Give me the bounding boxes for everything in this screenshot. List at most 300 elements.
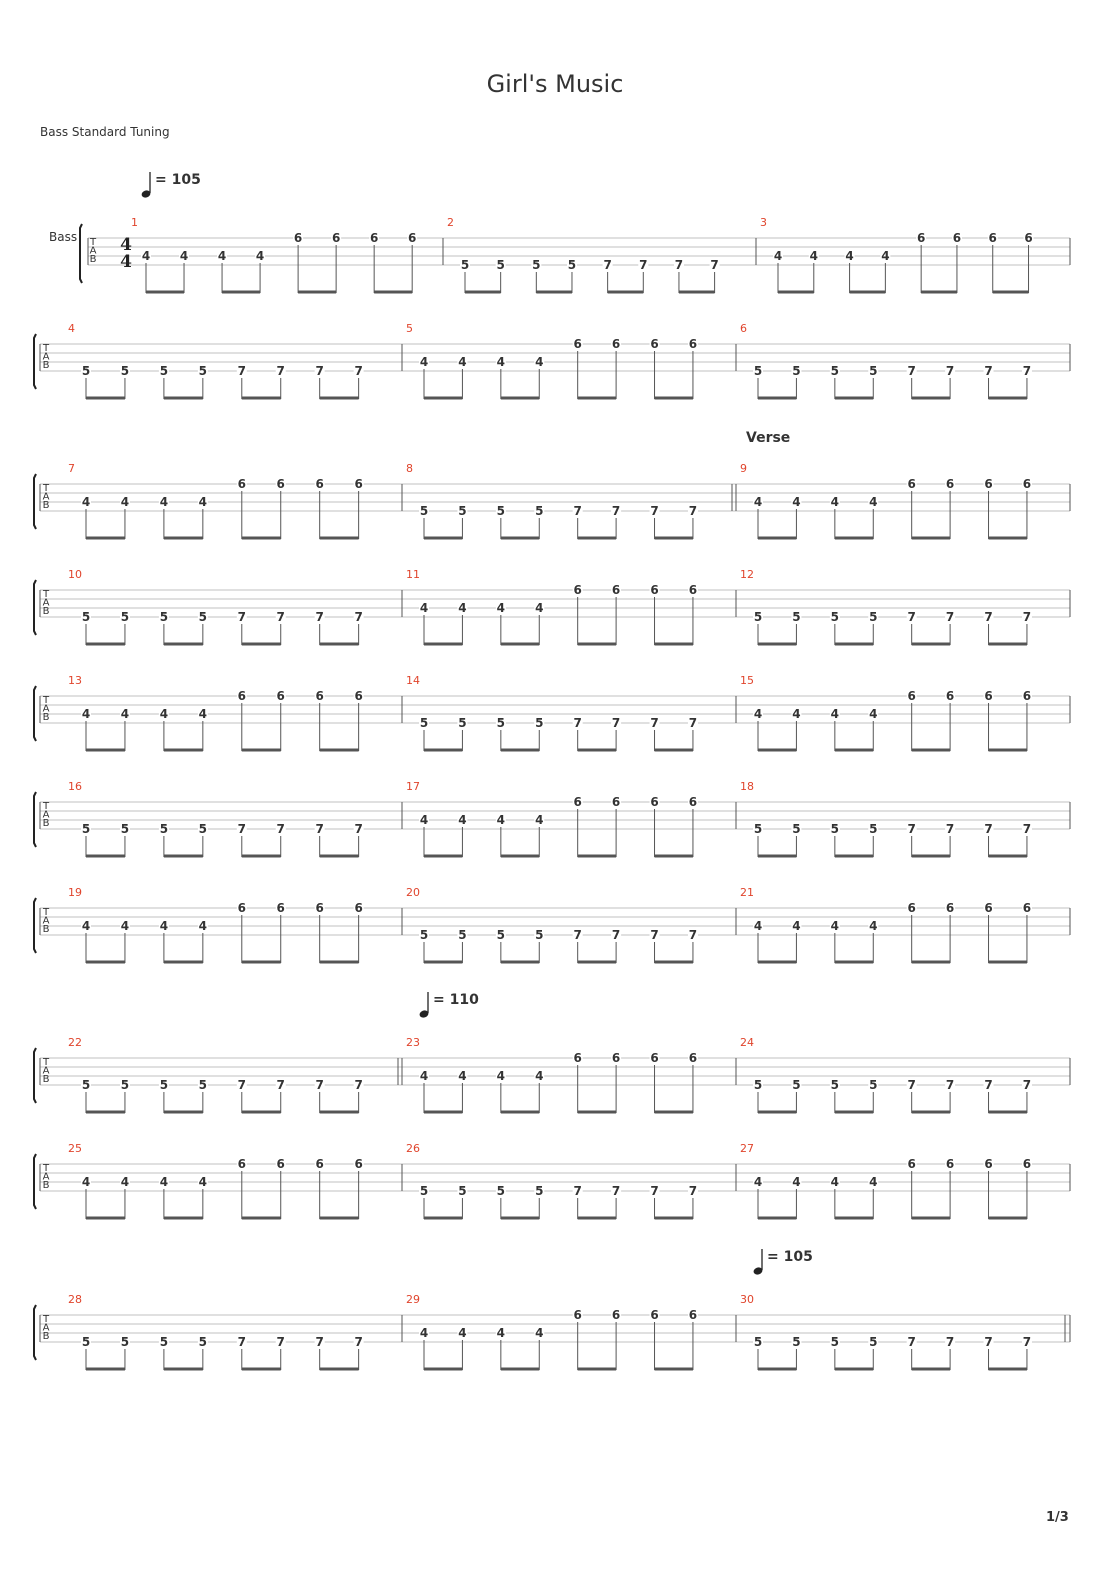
fret-number: 4 [419, 1069, 429, 1083]
fret-number: 7 [315, 1078, 324, 1092]
fret-number: 4 [869, 495, 878, 509]
fret-number: 7 [984, 364, 993, 378]
fret-number: 7 [276, 1078, 285, 1092]
fret-number: 7 [573, 928, 582, 942]
fret-number: 5 [159, 1335, 169, 1349]
fret-number: 5 [198, 610, 208, 624]
fret-number: 7 [945, 610, 955, 624]
measure-number: 17 [406, 780, 420, 793]
fret-number: 4 [753, 495, 763, 509]
fret-number: 6 [331, 231, 341, 245]
fret-number: 5 [830, 1078, 840, 1092]
fret-number: 5 [869, 364, 878, 378]
measure-number: 5 [406, 322, 413, 335]
measure-number: 30 [740, 1293, 754, 1306]
fret-number: 5 [532, 258, 541, 272]
fret-number: 6 [611, 795, 621, 809]
fret-number: 7 [611, 504, 621, 518]
fret-number: 4 [159, 919, 169, 933]
fret-number: 7 [237, 364, 246, 378]
tab-clef-letter: T [42, 801, 50, 812]
fret-number: 5 [81, 1078, 91, 1092]
fret-number: 6 [369, 231, 379, 245]
fret-number: 6 [688, 337, 698, 351]
fret-number: 6 [573, 1051, 582, 1065]
fret-number: 7 [984, 1335, 993, 1349]
fret-number: 6 [984, 1157, 993, 1171]
fret-number: 6 [276, 901, 285, 915]
tempo-value: = 105 [155, 172, 201, 188]
fret-number: 4 [159, 495, 169, 509]
fret-number: 7 [611, 716, 621, 730]
fret-number: 5 [458, 1184, 467, 1198]
fret-number: 5 [458, 504, 467, 518]
fret-number: 6 [1022, 901, 1032, 915]
measure-number: 7 [68, 462, 75, 475]
fret-number: 7 [1022, 1335, 1032, 1349]
fret-number: 7 [315, 364, 324, 378]
fret-number: 7 [276, 822, 285, 836]
fret-number: 7 [315, 1335, 324, 1349]
fret-number: 5 [198, 822, 208, 836]
tab-clef-letter: B [42, 500, 50, 511]
fret-number: 7 [945, 822, 955, 836]
fret-number: 6 [650, 1051, 659, 1065]
fret-number: 6 [611, 337, 621, 351]
fret-number: 6 [916, 231, 926, 245]
fret-number: 5 [81, 364, 91, 378]
fret-number: 6 [293, 231, 303, 245]
tab-clef-letter: T [42, 483, 50, 494]
tab-clef-letter: T [42, 343, 50, 354]
fret-number: 5 [792, 1335, 801, 1349]
fret-number: 4 [830, 919, 840, 933]
fret-number: 5 [458, 928, 467, 942]
system-bracket [34, 792, 36, 847]
fret-number: 4 [845, 249, 854, 263]
measure-number: 23 [406, 1036, 420, 1049]
tab-clef-letter: B [89, 254, 97, 265]
system-bracket [34, 474, 36, 529]
fret-number: 4 [217, 249, 227, 263]
tab-clef-letter: B [42, 1180, 50, 1191]
fret-number: 7 [907, 1335, 916, 1349]
fret-number: 5 [81, 822, 91, 836]
measure-number: 6 [740, 322, 747, 335]
fret-number: 6 [1022, 477, 1032, 491]
fret-number: 5 [753, 1078, 763, 1092]
fret-number: 4 [159, 707, 169, 721]
tab-clef-letter: A [42, 597, 50, 609]
fret-number: 6 [573, 795, 582, 809]
fret-number: 7 [674, 258, 684, 272]
fret-number: 6 [907, 901, 916, 915]
fret-number: 5 [535, 928, 544, 942]
fret-number: 5 [792, 610, 801, 624]
measure-number: 13 [68, 674, 82, 687]
fret-number: 6 [237, 1157, 246, 1171]
fret-number: 6 [354, 477, 363, 491]
measure-number: 18 [740, 780, 754, 793]
system-bracket [34, 898, 36, 953]
fret-number: 4 [159, 1175, 169, 1189]
fret-number: 7 [315, 610, 324, 624]
tab-clef-letter: A [89, 245, 97, 257]
fret-number: 5 [496, 504, 506, 518]
fret-number: 4 [458, 1326, 467, 1340]
fret-number: 6 [237, 689, 246, 703]
fret-number: 7 [710, 258, 719, 272]
fret-number: 7 [354, 610, 363, 624]
tab-clef-letter: A [42, 915, 50, 927]
measure-number: 3 [760, 216, 767, 229]
tab-clef-letter: A [42, 809, 50, 821]
fret-number: 5 [496, 1184, 506, 1198]
fret-number: 4 [255, 249, 265, 263]
fret-number: 6 [573, 583, 582, 597]
measure-number: 15 [740, 674, 754, 687]
fret-number: 5 [159, 1078, 169, 1092]
fret-number: 4 [496, 601, 506, 615]
fret-number: 6 [984, 901, 993, 915]
system-bracket [80, 224, 82, 283]
tuning-label: Bass Standard Tuning [40, 125, 170, 139]
fret-number: 6 [611, 1308, 621, 1322]
fret-number: 6 [237, 477, 246, 491]
fret-number: 7 [688, 504, 698, 518]
fret-number: 5 [869, 610, 878, 624]
fret-number: 4 [179, 249, 189, 263]
fret-number: 4 [881, 249, 890, 263]
fret-number: 7 [907, 822, 916, 836]
fret-number: 5 [753, 364, 763, 378]
fret-number: 5 [198, 1078, 208, 1092]
fret-number: 7 [276, 364, 285, 378]
tab-clef-letter: T [42, 695, 50, 706]
fret-number: 7 [907, 610, 916, 624]
tab-clef-letter: B [42, 360, 50, 371]
fret-number: 5 [458, 716, 467, 730]
tab-clef-letter: B [42, 606, 50, 617]
fret-number: 5 [120, 1335, 130, 1349]
tab-clef-letter: T [42, 1314, 50, 1325]
fret-number: 5 [830, 1335, 840, 1349]
fret-number: 5 [419, 1184, 429, 1198]
fret-number: 4 [198, 1175, 208, 1189]
measure-number: 14 [406, 674, 420, 687]
fret-number: 7 [603, 258, 612, 272]
fret-number: 7 [354, 1335, 363, 1349]
measure-number: 28 [68, 1293, 82, 1306]
system-bracket [34, 1305, 36, 1360]
fret-number: 4 [535, 601, 544, 615]
system-bracket [34, 580, 36, 635]
fret-number: 4 [869, 1175, 878, 1189]
tab-clef-letter: A [42, 703, 50, 715]
tab-clef-letter: T [42, 589, 50, 600]
fret-number: 4 [830, 495, 840, 509]
fret-number: 5 [753, 610, 763, 624]
tab-clef-letter: T [42, 1163, 50, 1174]
fret-number: 6 [276, 689, 285, 703]
fret-number: 4 [869, 707, 878, 721]
fret-number: 6 [907, 689, 916, 703]
fret-number: 7 [237, 822, 246, 836]
fret-number: 6 [611, 583, 621, 597]
fret-number: 6 [907, 477, 916, 491]
tab-clef-letter: T [42, 1057, 50, 1068]
fret-number: 4 [198, 707, 208, 721]
fret-number: 5 [535, 716, 544, 730]
fret-number: 7 [354, 822, 363, 836]
fret-number: 6 [984, 689, 993, 703]
fret-number: 7 [945, 364, 955, 378]
fret-number: 7 [573, 1184, 582, 1198]
fret-number: 5 [81, 1335, 91, 1349]
fret-number: 7 [611, 1184, 621, 1198]
measure-number: 10 [68, 568, 82, 581]
fret-number: 4 [198, 495, 208, 509]
fret-number: 6 [688, 583, 698, 597]
fret-number: 5 [419, 928, 429, 942]
measure-number: 9 [740, 462, 747, 475]
system-bracket [34, 1048, 36, 1103]
fret-number: 6 [315, 1157, 324, 1171]
fret-number: 5 [753, 1335, 763, 1349]
fret-number: 4 [535, 1069, 544, 1083]
measure-number: 19 [68, 886, 82, 899]
measure-number: 29 [406, 1293, 420, 1306]
tab-clef-letter: B [42, 1331, 50, 1342]
fret-number: 6 [573, 337, 582, 351]
fret-number: 5 [869, 1078, 878, 1092]
fret-number: 6 [1022, 1157, 1032, 1171]
fret-number: 7 [984, 1078, 993, 1092]
fret-number: 6 [237, 901, 246, 915]
fret-number: 6 [315, 901, 324, 915]
measure-number: 26 [406, 1142, 420, 1155]
fret-number: 4 [458, 601, 467, 615]
fret-number: 7 [354, 364, 363, 378]
fret-number: 4 [753, 1175, 763, 1189]
fret-number: 4 [496, 1326, 506, 1340]
fret-number: 7 [315, 822, 324, 836]
fret-number: 4 [535, 355, 544, 369]
fret-number: 4 [81, 495, 91, 509]
measure-number: 22 [68, 1036, 82, 1049]
fret-number: 5 [159, 610, 169, 624]
fret-number: 7 [945, 1335, 955, 1349]
fret-number: 4 [792, 707, 801, 721]
fret-number: 4 [81, 919, 91, 933]
fret-number: 7 [907, 1078, 916, 1092]
fret-number: 5 [869, 822, 878, 836]
measure-number: 11 [406, 568, 420, 581]
measure-number: 4 [68, 322, 75, 335]
page-number: 1/3 [1046, 1510, 1069, 1525]
tab-clef-letter: B [42, 924, 50, 935]
fret-number: 4 [458, 813, 467, 827]
fret-number: 4 [496, 355, 506, 369]
fret-number: 5 [496, 928, 506, 942]
fret-number: 6 [354, 689, 363, 703]
fret-number: 6 [1024, 231, 1033, 245]
song-title: Girl's Music [486, 70, 624, 98]
fret-number: 6 [952, 231, 962, 245]
fret-number: 5 [159, 364, 169, 378]
fret-number: 6 [688, 1308, 698, 1322]
fret-number: 6 [650, 337, 659, 351]
fret-number: 5 [419, 716, 429, 730]
fret-number: 6 [354, 1157, 363, 1171]
fret-number: 5 [567, 258, 577, 272]
fret-number: 4 [81, 707, 91, 721]
fret-number: 4 [535, 813, 544, 827]
track-name: Bass [49, 230, 78, 244]
fret-number: 5 [120, 610, 130, 624]
system-bracket [34, 1154, 36, 1209]
fret-number: 5 [496, 258, 505, 272]
system-bracket [34, 686, 36, 741]
fret-number: 5 [792, 364, 801, 378]
fret-number: 7 [573, 504, 582, 518]
fret-number: 6 [276, 1157, 285, 1171]
measure-number: 16 [68, 780, 82, 793]
fret-number: 7 [984, 610, 993, 624]
tempo-value: = 105 [767, 1249, 813, 1265]
fret-number: 5 [496, 716, 506, 730]
fret-number: 4 [419, 1326, 429, 1340]
measure-number: 24 [740, 1036, 754, 1049]
fret-number: 5 [460, 258, 470, 272]
tab-clef-letter: B [42, 712, 50, 723]
tab-clef-letter: A [42, 491, 50, 503]
fret-number: 7 [1022, 610, 1032, 624]
fret-number: 7 [573, 716, 582, 730]
fret-number: 7 [688, 716, 698, 730]
fret-number: 7 [237, 1335, 246, 1349]
fret-number: 4 [792, 1175, 801, 1189]
fret-number: 6 [573, 1308, 582, 1322]
fret-number: 7 [237, 1078, 246, 1092]
fret-number: 7 [688, 1184, 698, 1198]
fret-number: 4 [120, 495, 130, 509]
fret-number: 4 [773, 249, 783, 263]
measure-number: 12 [740, 568, 754, 581]
fret-number: 4 [496, 813, 506, 827]
tab-clef-letter: A [42, 1065, 50, 1077]
fret-number: 7 [639, 258, 648, 272]
measure-number: 25 [68, 1142, 82, 1155]
fret-number: 7 [984, 822, 993, 836]
fret-number: 4 [869, 919, 878, 933]
fret-number: 5 [120, 364, 130, 378]
fret-number: 5 [419, 504, 429, 518]
section-label: Verse [746, 430, 791, 446]
fret-number: 7 [276, 1335, 285, 1349]
fret-number: 4 [753, 707, 763, 721]
fret-number: 4 [809, 249, 818, 263]
fret-number: 4 [419, 813, 429, 827]
fret-number: 7 [611, 928, 621, 942]
fret-number: 6 [408, 231, 417, 245]
fret-number: 5 [535, 504, 544, 518]
fret-number: 5 [869, 1335, 878, 1349]
fret-number: 6 [276, 477, 285, 491]
fret-number: 4 [419, 355, 429, 369]
fret-number: 5 [830, 822, 840, 836]
fret-number: 5 [120, 822, 130, 836]
measure-number: 2 [447, 216, 454, 229]
fret-number: 7 [1022, 364, 1032, 378]
fret-number: 6 [1022, 689, 1032, 703]
measure-number: 21 [740, 886, 754, 899]
fret-number: 6 [945, 901, 955, 915]
fret-number: 6 [650, 583, 659, 597]
fret-number: 7 [650, 928, 659, 942]
fret-number: 6 [945, 1157, 955, 1171]
fret-number: 5 [830, 610, 840, 624]
measure-number: 20 [406, 886, 420, 899]
fret-number: 4 [753, 919, 763, 933]
fret-number: 6 [611, 1051, 621, 1065]
fret-number: 4 [141, 249, 151, 263]
fret-number: 4 [458, 355, 467, 369]
fret-number: 5 [198, 364, 208, 378]
fret-number: 7 [650, 1184, 659, 1198]
fret-number: 4 [792, 495, 801, 509]
fret-number: 7 [1022, 1078, 1032, 1092]
fret-number: 5 [81, 610, 91, 624]
system-bracket [34, 334, 36, 389]
fret-number: 6 [354, 901, 363, 915]
fret-number: 4 [458, 1069, 467, 1083]
time-signature-denominator: 4 [120, 252, 132, 272]
fret-number: 4 [535, 1326, 544, 1340]
fret-number: 6 [907, 1157, 916, 1171]
fret-number: 6 [688, 1051, 698, 1065]
fret-number: 4 [830, 1175, 840, 1189]
tab-clef-letter: A [42, 1171, 50, 1183]
fret-number: 4 [198, 919, 208, 933]
fret-number: 7 [650, 716, 659, 730]
fret-number: 6 [650, 1308, 659, 1322]
measure-number: 1 [131, 216, 138, 229]
fret-number: 7 [1022, 822, 1032, 836]
measure-number: 27 [740, 1142, 754, 1155]
fret-number: 7 [650, 504, 659, 518]
fret-number: 6 [984, 477, 993, 491]
fret-number: 7 [945, 1078, 955, 1092]
fret-number: 4 [496, 1069, 506, 1083]
fret-number: 4 [81, 1175, 91, 1189]
fret-number: 5 [120, 1078, 130, 1092]
fret-number: 6 [688, 795, 698, 809]
time-signature-numerator: 4 [120, 235, 132, 255]
tab-clef-letter: T [42, 907, 50, 918]
tab-clef-letter: T [89, 237, 97, 248]
fret-number: 7 [237, 610, 246, 624]
fret-number: 4 [120, 1175, 130, 1189]
tab-clef-letter: B [42, 1074, 50, 1085]
fret-number: 6 [315, 689, 324, 703]
tab-clef-letter: B [42, 818, 50, 829]
tab-clef-letter: A [42, 1322, 50, 1334]
fret-number: 4 [120, 919, 130, 933]
fret-number: 6 [315, 477, 324, 491]
fret-number: 4 [120, 707, 130, 721]
measure-number: 8 [406, 462, 413, 475]
